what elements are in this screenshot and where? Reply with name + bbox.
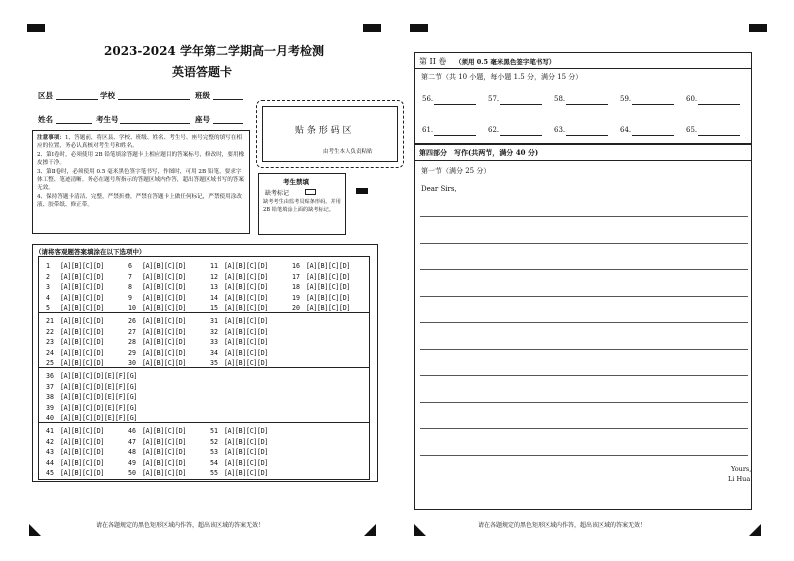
answer-row-31[interactable] xyxy=(210,317,268,325)
answer-row-53[interactable] xyxy=(210,448,268,456)
question-number: 16 xyxy=(292,262,300,270)
question-number: 41 xyxy=(46,427,54,435)
answer-row-41[interactable] xyxy=(46,427,104,435)
answer-row-21[interactable] xyxy=(46,317,104,325)
writing-line[interactable] xyxy=(420,428,748,429)
notes-item: 2、第Ⅰ卷时，必须使用 2B 铅笔填涂答题卡上相应题目的答案标号，修改时，要用橡皮擦干净。 xyxy=(37,151,245,167)
blank-60[interactable]: 60. xyxy=(686,95,698,103)
question-number: 52 xyxy=(210,437,218,446)
answer-row-9[interactable] xyxy=(128,294,186,302)
notes-box xyxy=(32,130,250,234)
answer-options[interactable]: [A][B][C][D] xyxy=(142,427,187,435)
answer-options[interactable]: [A][B][C][D] xyxy=(224,272,269,281)
blank-line[interactable] xyxy=(500,104,542,105)
question-number: 50 xyxy=(128,469,136,477)
answer-options[interactable]: [A][B][C][D] xyxy=(60,338,105,346)
question-number: 12 xyxy=(210,272,218,281)
answer-options[interactable]: [A][B][C][D] xyxy=(60,359,105,367)
answer-options[interactable]: [A][B][C][D] xyxy=(224,458,269,467)
barcode-title: 贴 条 形 码 区 xyxy=(295,126,352,136)
question-number: 17 xyxy=(292,272,300,281)
question-number: 4 xyxy=(46,293,50,302)
answer-row-15[interactable] xyxy=(210,304,268,312)
corner-mark-tl2 xyxy=(410,24,428,32)
corner-triangle-br xyxy=(364,524,376,536)
answer-row-47[interactable] xyxy=(128,438,186,446)
corner-triangle-bl2 xyxy=(414,524,426,536)
answer-options[interactable]: [A][B][C][D] xyxy=(60,448,105,456)
question-number: 23 xyxy=(46,338,54,346)
answer-options[interactable]: [A][B][C][D] xyxy=(60,469,105,477)
question-number: 53 xyxy=(210,448,218,456)
part2-box xyxy=(414,52,752,144)
question-number: 2 xyxy=(46,272,50,281)
answer-options[interactable]: [A][B][C][D] xyxy=(306,272,351,281)
question-number: 5 xyxy=(46,304,50,312)
part4-divider xyxy=(415,160,751,161)
answer-options[interactable]: [A][B][C][D] xyxy=(224,359,269,367)
writing-line[interactable] xyxy=(420,322,748,323)
question-number: 15 xyxy=(210,304,218,312)
writing-line[interactable] xyxy=(420,375,748,376)
answer-row-54[interactable] xyxy=(210,459,268,467)
question-number: 8 xyxy=(128,283,132,291)
answer-row-5[interactable] xyxy=(46,304,104,312)
letter-signature: Li Hua xyxy=(728,475,751,483)
writing-line[interactable] xyxy=(420,349,748,350)
answer-row-30[interactable] xyxy=(128,359,186,367)
answer-row-42[interactable] xyxy=(46,438,104,446)
writing-line[interactable] xyxy=(420,296,748,297)
question-number: 35 xyxy=(210,359,218,367)
answer-row-16[interactable] xyxy=(292,262,350,270)
answer-row-29[interactable] xyxy=(128,349,186,357)
barcode-area xyxy=(262,106,398,162)
seat-no-label: 座号 xyxy=(195,115,210,124)
answer-row-52[interactable] xyxy=(210,438,268,446)
question-number: 21 xyxy=(46,317,54,325)
part2-divider xyxy=(415,68,751,69)
question-number: 36 xyxy=(46,372,54,380)
barcode-note: 由考生本人负责粘贴 xyxy=(323,149,373,155)
question-number: 22 xyxy=(46,327,54,336)
answer-row-10[interactable] xyxy=(128,304,186,312)
part4-section1: 第一节（满分 25 分） xyxy=(421,167,491,175)
answer-options[interactable]: [A][B][C][D][E][F][G] xyxy=(60,393,138,401)
absent-box xyxy=(258,173,346,235)
blank-line[interactable] xyxy=(566,135,608,136)
absent-note: 缺考考生由监考员贴条形码，并用 2B 铅笔填涂上面的缺考标记。 xyxy=(263,199,341,213)
answer-row-46[interactable] xyxy=(128,427,186,435)
answer-options[interactable]: [A][B][C][D][E][F][G] xyxy=(60,372,138,380)
answer-options[interactable]: [A][B][C][D] xyxy=(142,469,187,477)
answer-row-37[interactable] xyxy=(46,383,137,391)
question-number: 38 xyxy=(46,393,54,401)
question-number: 37 xyxy=(46,382,54,391)
answer-options[interactable]: [A][B][C][D] xyxy=(142,448,187,456)
blank-58[interactable]: 58. xyxy=(554,95,566,103)
answer-row-27[interactable] xyxy=(128,328,186,336)
blank-line[interactable] xyxy=(698,135,740,136)
answer-row-35[interactable] xyxy=(210,359,268,367)
question-number: 46 xyxy=(128,427,136,435)
question-number: 20 xyxy=(292,304,300,312)
blank-59[interactable]: 59. xyxy=(620,95,632,103)
answer-row-38[interactable] xyxy=(46,393,137,401)
exam-no-label: 考生号 xyxy=(96,115,119,124)
answer-row-32[interactable] xyxy=(210,328,268,336)
answer-options[interactable]: [A][B][C][D] xyxy=(60,427,105,435)
part4-heading: 第四部分 写作(共两节，满分 40 分) xyxy=(419,148,539,157)
answer-options[interactable]: [A][B][C][D] xyxy=(60,327,105,336)
notes-item: 4、保持答题卡清洁、完整，严禁折叠，严禁在答题卡上做任何标记，严禁使用涂改液、胶带纸、修正带。 xyxy=(37,193,242,209)
question-number: 3 xyxy=(46,283,50,291)
answer-options[interactable]: [A][B][C][D] xyxy=(142,458,187,467)
answer-options[interactable]: [A][B][C][D] xyxy=(306,283,351,291)
answer-options[interactable]: [A][B][C][D] xyxy=(224,448,269,456)
notes-heading: 注意事项： xyxy=(37,135,65,141)
answer-row-13[interactable] xyxy=(210,283,268,291)
blank-line[interactable] xyxy=(632,104,674,105)
blank-line[interactable] xyxy=(500,135,542,136)
name-field[interactable] xyxy=(56,123,92,124)
answer-row-12[interactable] xyxy=(210,273,268,281)
answer-options[interactable]: [A][B][C][D] xyxy=(142,283,187,291)
district-label: 区县 xyxy=(38,91,53,100)
answer-row-19[interactable] xyxy=(292,294,350,302)
page-subtitle: 英语答题卡 xyxy=(172,65,233,79)
answer-options[interactable]: [A][B][C][D] xyxy=(142,262,187,270)
corner-mark-tr xyxy=(363,24,381,32)
answer-options[interactable]: [A][B][C][D][E][F][G] xyxy=(60,382,138,391)
group-divider xyxy=(38,367,370,368)
absent-title: 考生禁填 xyxy=(283,178,309,186)
blank-64[interactable]: 64. xyxy=(620,126,632,134)
corner-mark-tr2 xyxy=(749,24,767,32)
corner-mark-tl xyxy=(27,24,45,32)
question-number: 11 xyxy=(210,262,218,270)
blank-line[interactable] xyxy=(632,135,674,136)
question-number: 30 xyxy=(128,359,136,367)
letter-closing: Yours, xyxy=(731,465,752,473)
blank-61[interactable]: 61. xyxy=(422,126,434,134)
question-number: 54 xyxy=(210,458,218,467)
answer-options[interactable]: [A][B][C][D] xyxy=(224,304,269,312)
question-number: 14 xyxy=(210,293,218,302)
answer-options[interactable]: [A][B][C][D] xyxy=(142,272,187,281)
blank-65[interactable]: 65. xyxy=(686,126,698,134)
blank-line[interactable] xyxy=(698,104,740,105)
answer-options[interactable]: [A][B][C][D] xyxy=(142,293,187,302)
answer-options[interactable]: [A][B][C][D] xyxy=(142,437,187,446)
question-number: 55 xyxy=(210,469,218,477)
page-title: 2023-2024 学年第二学期高一月考检测 xyxy=(104,44,324,58)
answer-options[interactable]: [A][B][C][D] xyxy=(224,348,269,357)
corner-triangle-bl xyxy=(29,524,41,536)
question-number: 29 xyxy=(128,348,136,357)
writing-line[interactable] xyxy=(420,402,748,403)
part2-section2: 第二节（共 10 小题，每小题 1.5 分，满分 15 分） xyxy=(421,73,583,81)
question-number: 25 xyxy=(46,359,54,367)
answer-options[interactable]: [A][B][C][D] xyxy=(142,348,187,357)
answer-options[interactable]: [A][B][C][D] xyxy=(60,293,105,302)
answer-row-20[interactable] xyxy=(292,304,350,312)
answer-options[interactable]: [A][B][C][D][E][F][G] xyxy=(60,403,138,412)
answer-row-50[interactable] xyxy=(128,469,186,477)
answer-row-1[interactable] xyxy=(46,262,104,270)
answer-options[interactable]: [A][B][C][D] xyxy=(60,304,105,312)
answer-row-6[interactable] xyxy=(128,262,186,270)
answer-options[interactable]: [A][B][C][D] xyxy=(60,272,105,281)
question-number: 33 xyxy=(210,338,218,346)
answer-row-40[interactable] xyxy=(46,414,137,422)
question-number: 24 xyxy=(46,348,54,357)
question-number: 48 xyxy=(128,448,136,456)
school-field[interactable] xyxy=(118,99,190,100)
answer-row-34[interactable] xyxy=(210,349,268,357)
answer-row-49[interactable] xyxy=(128,459,186,467)
answer-row-8[interactable] xyxy=(128,283,186,291)
question-number: 6 xyxy=(128,262,132,270)
answer-options[interactable]: [A][B][C][D] xyxy=(142,327,187,336)
question-number: 26 xyxy=(128,317,136,325)
answer-row-43[interactable] xyxy=(46,448,104,456)
answer-options[interactable]: [A][B][C][D] xyxy=(224,437,269,446)
blank-63[interactable]: 63. xyxy=(554,126,566,134)
answer-row-28[interactable] xyxy=(128,338,186,346)
answer-row-55[interactable] xyxy=(210,469,268,477)
question-number: 10 xyxy=(128,304,136,312)
question-number: 7 xyxy=(128,272,132,281)
answer-options[interactable]: [A][B][C][D] xyxy=(60,262,105,270)
answer-row-11[interactable] xyxy=(210,262,268,270)
absent-mark-box[interactable] xyxy=(305,189,316,195)
district-field[interactable] xyxy=(56,99,98,100)
answer-row-51[interactable] xyxy=(210,427,268,435)
group-divider xyxy=(38,422,370,423)
question-number: 44 xyxy=(46,458,54,467)
side-mark xyxy=(356,188,368,194)
question-number: 51 xyxy=(210,427,218,435)
question-number: 47 xyxy=(128,437,136,446)
question-number: 49 xyxy=(128,458,136,467)
answer-row-33[interactable] xyxy=(210,338,268,346)
footer-right: 请在各题规定的黑色矩形区域内作答，超出该区域的答案无效！ xyxy=(478,522,647,529)
school-label: 学校 xyxy=(100,91,115,100)
writing-line[interactable] xyxy=(420,269,748,270)
answer-options[interactable]: [A][B][C][D] xyxy=(142,338,187,346)
answer-options[interactable]: [A][B][C][D] xyxy=(224,262,269,270)
answer-options[interactable]: [A][B][C][D] xyxy=(224,293,269,302)
answer-row-17[interactable] xyxy=(292,273,350,281)
name-label: 姓名 xyxy=(38,115,53,124)
answer-options[interactable]: [A][B][C][D] xyxy=(60,437,105,446)
blank-56[interactable]: 56. xyxy=(422,95,434,103)
answer-row-7[interactable] xyxy=(128,273,186,281)
answer-options[interactable]: [A][B][C][D] xyxy=(60,348,105,357)
answer-row-24[interactable] xyxy=(46,349,104,357)
part2-heading: 第 II 卷 xyxy=(419,57,447,66)
answer-row-4[interactable] xyxy=(46,294,104,302)
notes-item: 3、第Ⅱ卷时，必须使用 0.5 毫米黑色签字笔书写，作图时，可用 2B 铅笔，要求字体工整、笔迹清晰。务必在题号所指示的答题区域内作答，超出答题区域书写的答案无效。 xyxy=(37,168,244,192)
absent-mark-label: 缺考标记 xyxy=(265,190,290,197)
answer-row-18[interactable] xyxy=(292,283,350,291)
answer-row-39[interactable] xyxy=(46,404,137,412)
answer-row-23[interactable] xyxy=(46,338,104,346)
answer-options[interactable]: [A][B][C][D] xyxy=(224,317,269,325)
answer-options[interactable]: [A][B][C][D] xyxy=(142,317,187,325)
answer-row-2[interactable] xyxy=(46,273,104,281)
question-number: 28 xyxy=(128,338,136,346)
question-number: 43 xyxy=(46,448,54,456)
question-number: 32 xyxy=(210,327,218,336)
question-number: 27 xyxy=(128,327,136,336)
question-number: 42 xyxy=(46,437,54,446)
answer-options[interactable]: [A][B][C][D] xyxy=(224,338,269,346)
answer-row-25[interactable] xyxy=(46,359,104,367)
answer-options[interactable]: [A][B][C][D] xyxy=(60,317,105,325)
answer-row-26[interactable] xyxy=(128,317,186,325)
question-number: 19 xyxy=(292,293,300,302)
question-number: 34 xyxy=(210,348,218,357)
question-number: 40 xyxy=(46,414,54,422)
answer-options[interactable]: [A][B][C][D] xyxy=(306,293,351,302)
answer-options[interactable]: [A][B][C][D] xyxy=(224,427,269,435)
blank-57[interactable]: 57. xyxy=(488,95,500,103)
question-number: 13 xyxy=(210,283,218,291)
seat-no-field[interactable] xyxy=(213,123,243,124)
answer-row-3[interactable] xyxy=(46,283,104,291)
answer-options[interactable]: [A][B][C][D] xyxy=(142,359,187,367)
answer-options[interactable]: [A][B][C][D] xyxy=(60,458,105,467)
answer-row-45[interactable] xyxy=(46,469,104,477)
question-number: 31 xyxy=(210,317,218,325)
answer-options[interactable]: [A][B][C][D] xyxy=(224,469,269,477)
blank-line[interactable] xyxy=(434,135,476,136)
notes-item: 1、答题前，将区县、学校、班级、姓名、考生号、座号完整的填写在相应的位置，务必认真核对考生号和姓名。 xyxy=(37,135,242,150)
answer-row-36[interactable] xyxy=(46,372,137,380)
corner-triangle-br2 xyxy=(749,524,761,536)
answer-options[interactable]: [A][B][C][D] xyxy=(306,262,351,270)
writing-line[interactable] xyxy=(420,243,748,244)
question-number: 18 xyxy=(292,283,300,291)
class-field[interactable] xyxy=(213,99,243,100)
answer-options[interactable]: [A][B][C][D] xyxy=(224,283,269,291)
answer-options[interactable]: [A][B][C][D] xyxy=(306,304,351,312)
blank-62[interactable]: 62. xyxy=(488,126,500,134)
writing-line[interactable] xyxy=(420,216,748,217)
question-number: 45 xyxy=(46,469,54,477)
question-number: 1 xyxy=(46,262,50,270)
objective-heading: （请将客观题答案填涂在以下选项中） xyxy=(35,248,146,256)
answer-row-14[interactable] xyxy=(210,294,268,302)
answer-row-44[interactable] xyxy=(46,459,104,467)
answer-row-22[interactable] xyxy=(46,328,104,336)
answer-options[interactable]: [A][B][C][D] xyxy=(60,283,105,291)
answer-row-48[interactable] xyxy=(128,448,186,456)
part2-heading-note: （须用 0.5 毫米黑色签字笔书写） xyxy=(455,58,556,66)
blank-line[interactable] xyxy=(434,104,476,105)
group-divider xyxy=(38,312,370,313)
footer-left: 请在各题规定的黑色矩形区域内作答，超出该区域的答案无效！ xyxy=(96,522,265,529)
question-number: 9 xyxy=(128,293,132,302)
class-label: 班级 xyxy=(195,91,210,100)
exam-no-field[interactable] xyxy=(120,123,190,124)
answer-options[interactable]: [A][B][C][D] xyxy=(224,327,269,336)
question-number: 39 xyxy=(46,403,54,412)
letter-greeting: Dear Sirs, xyxy=(421,185,457,193)
answer-options[interactable]: [A][B][C][D][E][F][G] xyxy=(60,414,138,422)
answer-options[interactable]: [A][B][C][D] xyxy=(142,304,187,312)
blank-line[interactable] xyxy=(566,104,608,105)
writing-line[interactable] xyxy=(420,455,748,456)
